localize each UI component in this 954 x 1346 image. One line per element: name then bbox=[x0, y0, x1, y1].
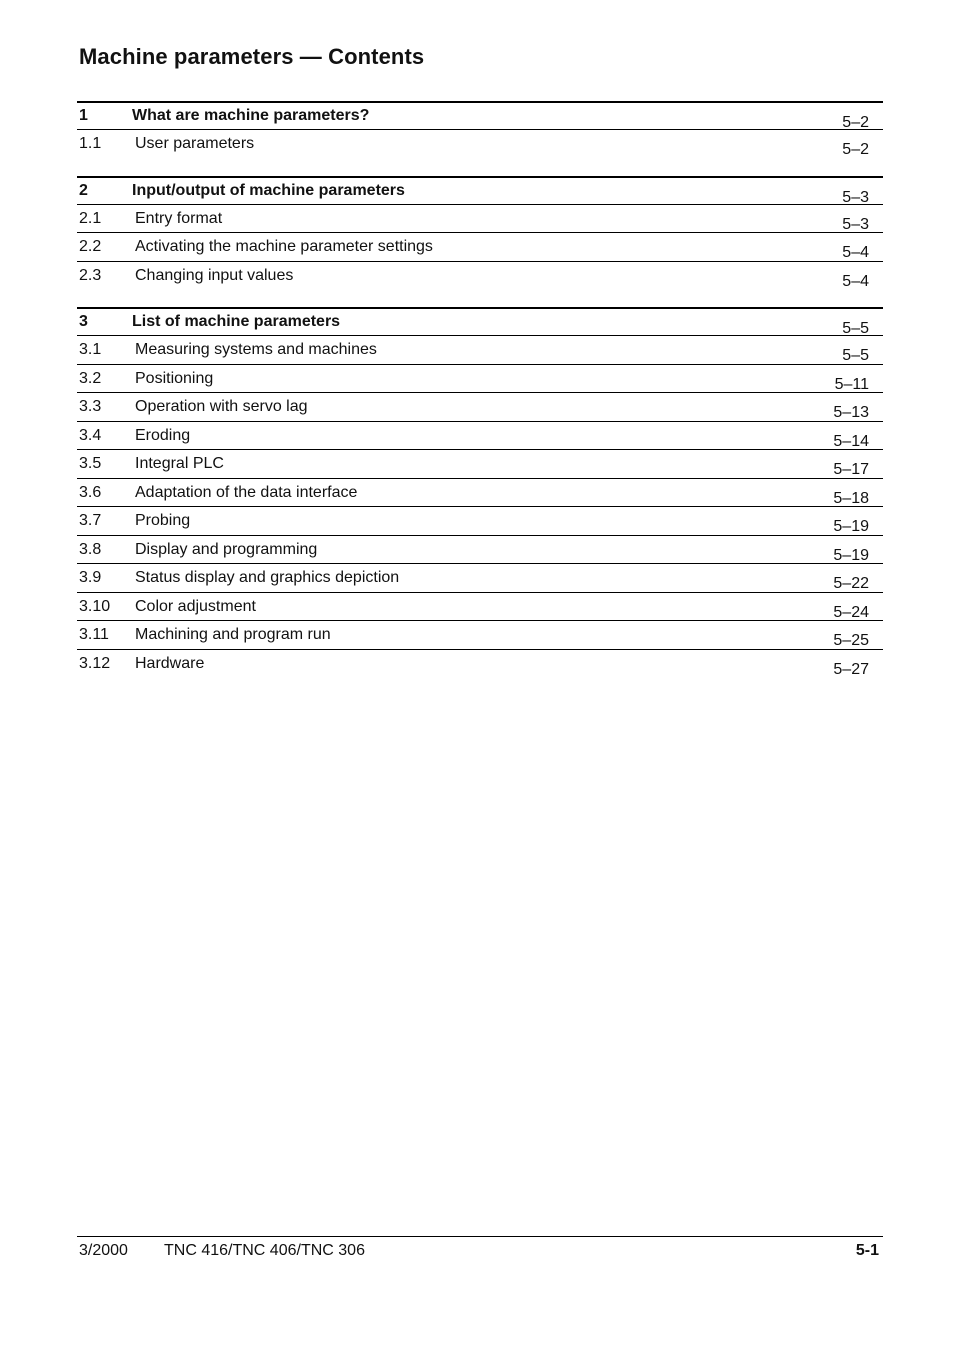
toc-section bbox=[77, 307, 883, 677]
toc-entry-row[interactable] bbox=[77, 479, 883, 508]
toc-entry-row[interactable] bbox=[77, 130, 883, 158]
toc-title: Changing input values bbox=[135, 266, 294, 284]
toc-page-number: 5–22 bbox=[833, 575, 869, 592]
toc-number: 3.11 bbox=[79, 626, 109, 643]
toc-title: Positioning bbox=[135, 369, 214, 387]
footer-divider bbox=[77, 1236, 883, 1237]
toc-number: 3.9 bbox=[79, 569, 102, 586]
toc-title: Machining and program run bbox=[135, 626, 331, 643]
toc-page-number: 5–19 bbox=[833, 546, 869, 564]
toc-entry-row[interactable] bbox=[77, 507, 883, 536]
toc-title: Integral PLC bbox=[135, 455, 224, 472]
toc-page-number: 5–14 bbox=[833, 432, 869, 450]
toc-chapter-row[interactable] bbox=[77, 307, 883, 336]
toc-number: 3 bbox=[79, 313, 88, 330]
toc-page-number: 5–3 bbox=[842, 188, 869, 206]
toc-number: 3.6 bbox=[79, 483, 102, 501]
toc-number: 3.7 bbox=[79, 512, 102, 529]
toc-number: 1 bbox=[79, 107, 88, 124]
toc-title: Measuring systems and machines bbox=[135, 341, 377, 358]
toc-number: 2.2 bbox=[79, 238, 102, 255]
toc-title: Activating the machine parameter settings bbox=[135, 238, 433, 255]
toc-entry-row[interactable] bbox=[77, 536, 883, 565]
toc-entry-row[interactable] bbox=[77, 450, 883, 479]
toc-title: Display and programming bbox=[135, 540, 318, 558]
toc-page-number: 5–13 bbox=[833, 404, 869, 421]
toc-chapter-row[interactable] bbox=[77, 101, 883, 130]
toc-page-number: 5–4 bbox=[842, 272, 869, 290]
toc-page-number: 5–18 bbox=[833, 489, 869, 507]
toc-entry-row[interactable] bbox=[77, 621, 883, 650]
toc-page-number: 5–19 bbox=[833, 518, 869, 535]
toc-page-number: 5–11 bbox=[834, 375, 869, 393]
toc-entry-row[interactable] bbox=[77, 205, 883, 234]
toc-number: 3.4 bbox=[79, 426, 102, 444]
toc-entry-row[interactable] bbox=[77, 262, 883, 290]
toc-number: 2 bbox=[79, 181, 88, 199]
toc-number: 3.1 bbox=[79, 341, 102, 358]
toc-chapter-row[interactable] bbox=[77, 176, 883, 205]
toc-title: Eroding bbox=[135, 426, 191, 444]
footer-page-number: 5-1 bbox=[855, 1242, 879, 1259]
toc-number: 3.10 bbox=[79, 597, 111, 615]
toc-page-number: 5–17 bbox=[833, 461, 869, 478]
footer-model: TNC 416/TNC 406/TNC 306 bbox=[164, 1242, 365, 1259]
toc-number: 1.1 bbox=[79, 135, 102, 152]
toc-title: User parameters bbox=[135, 135, 255, 152]
toc-page-number: 5–2 bbox=[842, 141, 869, 158]
toc-title: Color adjustment bbox=[135, 597, 256, 615]
toc-page-number: 5–24 bbox=[833, 603, 869, 621]
toc-title: Entry format bbox=[135, 209, 223, 227]
toc-title: Adaptation of the data interface bbox=[135, 483, 358, 501]
toc-entry-row[interactable] bbox=[77, 393, 883, 422]
toc-page-number: 5–5 bbox=[842, 347, 869, 364]
table-of-contents bbox=[77, 101, 883, 677]
toc-entry-row[interactable] bbox=[77, 650, 883, 678]
toc-title: What are machine parameters? bbox=[132, 107, 370, 124]
toc-entry-row[interactable] bbox=[77, 422, 883, 451]
toc-page-number: 5–3 bbox=[842, 215, 869, 233]
toc-page-number: 5–2 bbox=[842, 114, 869, 131]
toc-number: 2.3 bbox=[79, 266, 102, 284]
toc-number: 2.1 bbox=[79, 209, 102, 227]
toc-page-number: 5–27 bbox=[833, 660, 869, 678]
toc-title: Operation with servo lag bbox=[135, 398, 308, 415]
toc-title: Input/output of machine parameters bbox=[132, 181, 405, 199]
toc-title: List of machine parameters bbox=[132, 313, 341, 330]
toc-entry-row[interactable] bbox=[77, 233, 883, 262]
page-title: Machine parameters — Contents bbox=[79, 44, 425, 69]
toc-entry-row[interactable] bbox=[77, 564, 883, 593]
toc-section bbox=[77, 176, 883, 290]
toc-number: 3.5 bbox=[79, 455, 102, 472]
toc-title: Probing bbox=[135, 512, 191, 529]
toc-number: 3.3 bbox=[79, 398, 102, 415]
toc-page-number: 5–25 bbox=[833, 632, 869, 649]
toc-page-number: 5–5 bbox=[842, 320, 869, 337]
footer-date: 3/2000 bbox=[79, 1242, 128, 1259]
toc-number: 3.8 bbox=[79, 540, 102, 558]
toc-section bbox=[77, 101, 883, 158]
toc-entry-row[interactable] bbox=[77, 593, 883, 622]
toc-title: Hardware bbox=[135, 654, 205, 672]
toc-number: 3.2 bbox=[79, 369, 102, 387]
toc-number: 3.12 bbox=[79, 654, 111, 672]
toc-title: Status display and graphics depiction bbox=[135, 569, 400, 586]
toc-entry-row[interactable] bbox=[77, 336, 883, 365]
toc-entry-row[interactable] bbox=[77, 365, 883, 394]
toc-page-number: 5–4 bbox=[842, 244, 869, 261]
